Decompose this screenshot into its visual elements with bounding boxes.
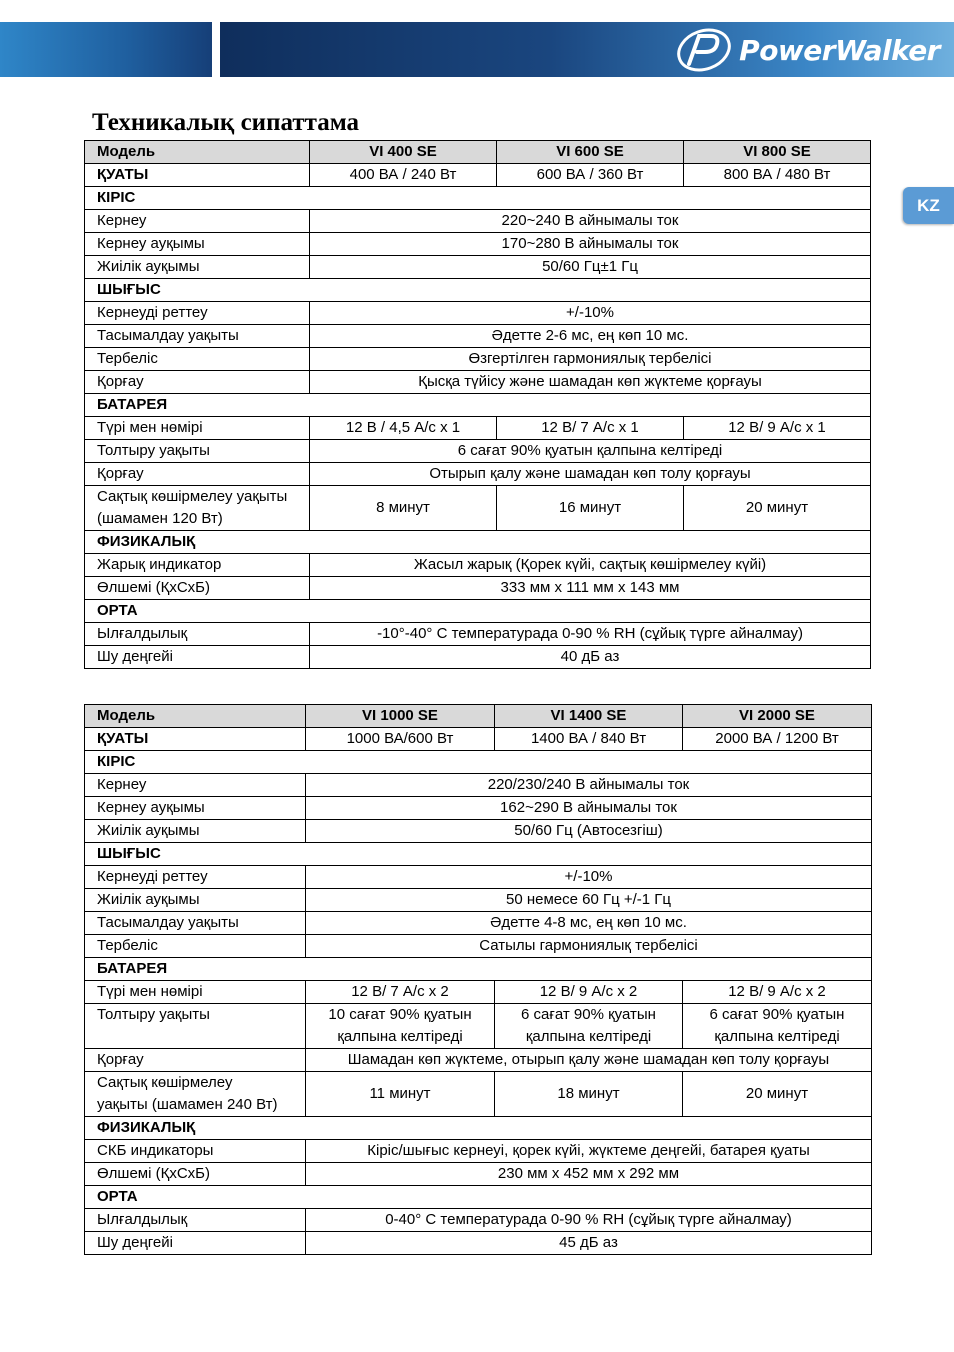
table-row — [85, 325, 871, 348]
table-row — [85, 1209, 872, 1232]
section-heading: ФИЗИКАЛЫҚ — [85, 1117, 872, 1140]
model-name: VI 600 SE — [497, 141, 684, 164]
table-row — [85, 866, 872, 889]
model-name: VI 800 SE — [684, 141, 871, 164]
row-value: 40 дБ аз — [310, 646, 871, 669]
row-label: Кернеуді реттеу — [85, 866, 306, 889]
row-label: Кернеу — [85, 210, 310, 233]
row-value — [495, 1004, 683, 1049]
row-label: Кернеу — [85, 774, 306, 797]
section-heading: КІРІС — [85, 751, 872, 774]
row-value: 220~240 В айнымалы ток — [310, 210, 871, 233]
power-value: 2000 ВА / 1200 Вт — [683, 728, 872, 751]
row-label — [85, 1072, 306, 1117]
page-title: Техникалық сипаттама — [92, 109, 360, 136]
row-value: 220/230/240 В айнымалы ток — [306, 774, 872, 797]
power-value: 1400 ВА / 840 Вт — [495, 728, 683, 751]
row-value: 12 В/ 9 А/с x 2 — [683, 981, 872, 1004]
row-label: Өлшемі (ҚхСхБ) — [85, 1163, 306, 1186]
row-value: Жасыл жарық (Қорек күйі, сақтық көшірмелеу күйі) — [310, 554, 871, 577]
table-row — [85, 1004, 872, 1049]
model-name: VI 2000 SE — [683, 705, 872, 728]
row-value: Әдетте 4-8 мс, ең көп 10 мс. — [306, 912, 872, 935]
table-row — [85, 981, 872, 1004]
table-row — [85, 440, 871, 463]
model-name: VI 1000 SE — [306, 705, 495, 728]
row-value: +/-10% — [310, 302, 871, 325]
row-value: 12 В/ 9 А/с x 2 — [495, 981, 683, 1004]
model-name: VI 1400 SE — [495, 705, 683, 728]
table-row — [85, 486, 871, 531]
row-label: Кернеу ауқымы — [85, 233, 310, 256]
table-row — [85, 820, 872, 843]
row-value: +/-10% — [306, 866, 872, 889]
row-label: Толтыру уақыты — [85, 1004, 306, 1049]
table-row — [85, 463, 871, 486]
row-label — [85, 486, 310, 531]
section-row — [85, 1117, 872, 1140]
value-line: 6 сағат 90% қуатын — [521, 1006, 656, 1023]
row-label: Қорғау — [85, 371, 310, 394]
row-label: Қорғау — [85, 463, 310, 486]
row-label-line: уақыты (шамамен 240 Вт) — [97, 1096, 278, 1113]
value-line: қалпына келтіреді — [714, 1028, 840, 1045]
section-heading: БАТАРЕЯ — [85, 394, 871, 417]
row-value: Қысқа түйісу және шамадан көп жүктеме қорғауы — [310, 371, 871, 394]
power-value: 600 ВА / 360 Вт — [497, 164, 684, 187]
header-bar-left — [0, 22, 212, 77]
section-row — [85, 187, 871, 210]
row-value: Шамадан көп жүктеме, отырып қалу және шамадан көп толу қорғауы — [306, 1049, 872, 1072]
table-row — [85, 1049, 872, 1072]
row-label: Толтыру уақыты — [85, 440, 310, 463]
row-value: 12 В/ 9 А/с x 1 — [684, 417, 871, 440]
table-row — [85, 774, 872, 797]
row-value: 12 В / 4,5 А/с x 1 — [310, 417, 497, 440]
row-label: Кернеу ауқымы — [85, 797, 306, 820]
row-label: Тербеліс — [85, 348, 310, 371]
row-label: Ылғалдылық — [85, 1209, 306, 1232]
section-heading: ОРТА — [85, 1186, 872, 1209]
table-row — [85, 302, 871, 325]
row-value: 45 дБ аз — [306, 1232, 872, 1255]
language-tab-kz[interactable]: KZ — [903, 187, 954, 224]
section-row — [85, 843, 872, 866]
table-row — [85, 417, 871, 440]
row-value: 11 минут — [306, 1072, 495, 1117]
brand-name: PowerWalker — [739, 33, 940, 67]
row-label: Жиілік ауқымы — [85, 256, 310, 279]
row-value: 8 минут — [310, 486, 497, 531]
table-row — [85, 797, 872, 820]
row-value: 170~280 В айнымалы ток — [310, 233, 871, 256]
section-heading: КІРІС — [85, 187, 871, 210]
row-label-line: Сақтық көшірмелеу — [97, 1074, 233, 1091]
row-label: Тасымалдау уақыты — [85, 325, 310, 348]
row-value: 50 немесе 60 Гц +/-1 Гц — [306, 889, 872, 912]
value-line: 6 сағат 90% қуатын — [709, 1006, 845, 1023]
row-value: Өзгертілген гармониялық тербелісі — [310, 348, 871, 371]
row-label-line: (шамамен 120 Вт) — [97, 510, 223, 527]
table-row — [85, 912, 872, 935]
row-value: 20 минут — [683, 1072, 872, 1117]
row-label: Шу деңгейі — [85, 1232, 306, 1255]
power-label: ҚУАТЫ — [85, 164, 310, 187]
table-row — [85, 256, 871, 279]
model-name: VI 400 SE — [310, 141, 497, 164]
row-value: 12 В/ 7 А/с x 2 — [306, 981, 495, 1004]
row-label: Түрі мен нөмірі — [85, 417, 310, 440]
table-row — [85, 935, 872, 958]
row-label: Жиілік ауқымы — [85, 820, 306, 843]
section-heading: ФИЗИКАЛЫҚ — [85, 531, 871, 554]
row-label: Тербеліс — [85, 935, 306, 958]
value-line: қалпына келтіреді — [337, 1028, 463, 1045]
section-heading: ШЫҒЫС — [85, 279, 871, 302]
value-line: 10 сағат 90% қуатын — [328, 1006, 472, 1023]
table-row — [85, 1140, 872, 1163]
table-row — [85, 623, 871, 646]
row-label: Кернеуді реттеу — [85, 302, 310, 325]
value-line: қалпына келтіреді — [525, 1028, 652, 1045]
row-label: Тасымалдау уақыты — [85, 912, 306, 935]
row-value: Кіріс/шығыс кернеуі, қорек күйі, жүктеме деңгейі, батарея қуаты — [306, 1140, 872, 1163]
row-value — [306, 1004, 495, 1049]
row-value: Әдетте 2-6 мс, ең көп 10 мс. — [310, 325, 871, 348]
powerwalker-logo-icon — [675, 28, 733, 72]
power-value: 800 ВА / 480 Вт — [684, 164, 871, 187]
row-value: 20 минут — [684, 486, 871, 531]
model-label: Модель — [85, 141, 310, 164]
section-row — [85, 600, 871, 623]
table-row — [85, 554, 871, 577]
power-label: ҚУАТЫ — [85, 728, 306, 751]
row-label-line: Сақтық көшірмелеу уақыты — [97, 488, 288, 505]
brand-logo — [675, 24, 940, 76]
row-value: 16 минут — [497, 486, 684, 531]
section-row — [85, 1186, 872, 1209]
row-value: 162~290 В айнымалы ток — [306, 797, 872, 820]
spec-table-2 — [84, 704, 872, 1255]
section-row — [85, 394, 871, 417]
row-value: Сатылы гармониялық тербелісі — [306, 935, 872, 958]
row-value: 50/60 Гц (Автосезгіш) — [306, 820, 872, 843]
spec-table-1 — [84, 140, 871, 669]
row-label: Жарық индикатор — [85, 554, 310, 577]
section-row — [85, 958, 872, 981]
model-label: Модель — [85, 705, 306, 728]
row-value: 50/60 Гц±1 Гц — [310, 256, 871, 279]
table-row — [85, 705, 872, 728]
row-value: -10°-40° С температурада 0-90 % RH (сұйық түрге айналмау) — [310, 623, 871, 646]
table-row — [85, 728, 872, 751]
row-label: Түрі мен нөмірі — [85, 981, 306, 1004]
table-row — [85, 233, 871, 256]
table-row — [85, 371, 871, 394]
table-row — [85, 210, 871, 233]
row-value: 230 мм x 452 мм x 292 мм — [306, 1163, 872, 1186]
row-value: 0-40° С температурада 0-90 % RH (сұйық түрге айналмау) — [306, 1209, 872, 1232]
section-row — [85, 279, 871, 302]
row-label: Қорғау — [85, 1049, 306, 1072]
table-row — [85, 1072, 872, 1117]
row-value: 6 сағат 90% қуатын қалпына келтіреді — [310, 440, 871, 463]
table-row — [85, 646, 871, 669]
section-row — [85, 751, 872, 774]
row-label: Өлшемі (ҚхСхБ) — [85, 577, 310, 600]
table-row — [85, 1163, 872, 1186]
row-value: 333 мм x 111 мм x 143 мм — [310, 577, 871, 600]
row-value: 18 минут — [495, 1072, 683, 1117]
table-row — [85, 889, 872, 912]
section-heading: ШЫҒЫС — [85, 843, 872, 866]
row-value: Отырып қалу және шамадан көп толу қорғауы — [310, 463, 871, 486]
row-label: Шу деңгейі — [85, 646, 310, 669]
table-row — [85, 164, 871, 187]
row-label: Жиілік ауқымы — [85, 889, 306, 912]
row-value — [683, 1004, 872, 1049]
power-value: 400 ВА / 240 Вт — [310, 164, 497, 187]
section-heading: ОРТА — [85, 600, 871, 623]
table-row — [85, 348, 871, 371]
table-row — [85, 577, 871, 600]
power-value: 1000 ВА/600 Вт — [306, 728, 495, 751]
row-value: 12 В/ 7 А/с x 1 — [497, 417, 684, 440]
row-label: СКБ индикаторы — [85, 1140, 306, 1163]
table-row — [85, 141, 871, 164]
section-heading: БАТАРЕЯ — [85, 958, 872, 981]
table-row — [85, 1232, 872, 1255]
row-label: Ылғалдылық — [85, 623, 310, 646]
section-row — [85, 531, 871, 554]
